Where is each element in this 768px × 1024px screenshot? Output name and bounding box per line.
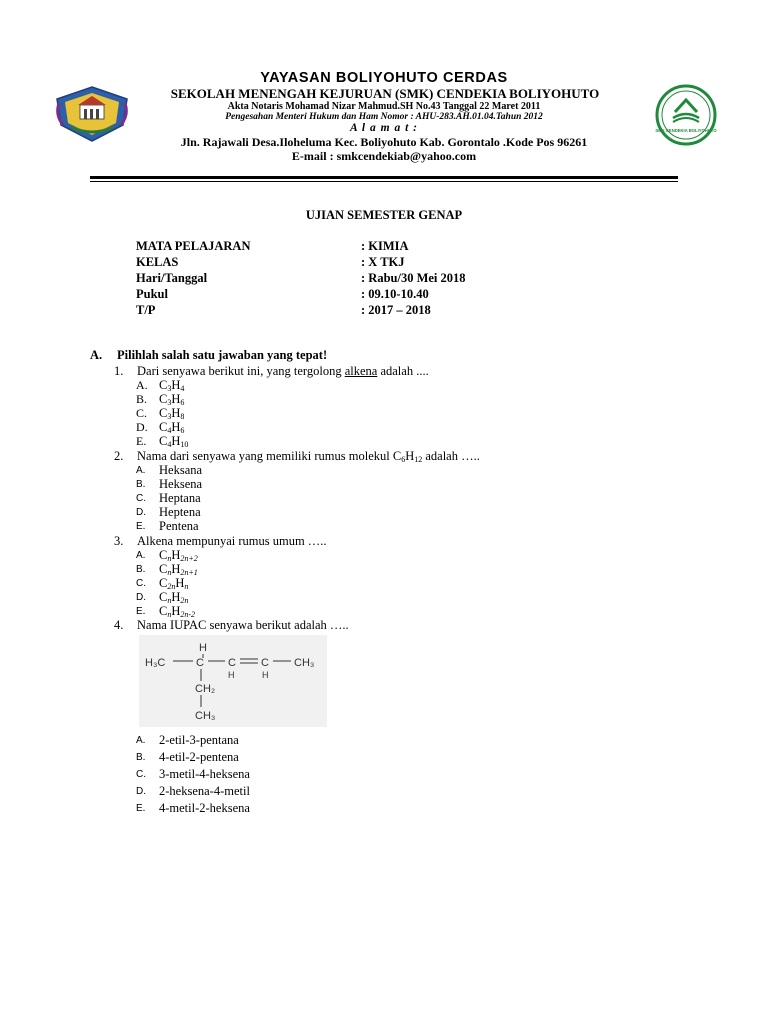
option-text[interactable]: Heksena — [159, 477, 203, 491]
foundation-name: YAYASAN BOLIYOHUTO CERDAS — [260, 70, 508, 86]
option-text[interactable]: Pentena — [159, 519, 199, 533]
branch-ch3: CH₃ — [195, 710, 216, 722]
question-number: 1. — [114, 364, 124, 378]
option-letter: B. — [136, 564, 146, 575]
school-name: SEKOLAH MENENGAH KEJURUAN (SMK) CENDEKIA BOLIYOHUTO — [170, 86, 600, 101]
option-letter: A. — [136, 465, 146, 476]
option-letter: E. — [136, 434, 147, 448]
question-number: 3. — [114, 534, 124, 548]
meta-label-subject: MATA PELAJARAN — [136, 239, 251, 253]
option-letter: A. — [136, 550, 146, 561]
h-under-c2: H — [228, 670, 235, 680]
header-rule-thin — [90, 181, 678, 182]
option-letter: E. — [136, 606, 146, 617]
section-letter: A. — [90, 348, 103, 362]
underlined-term: alkena — [344, 364, 378, 378]
option-text[interactable]: Heptena — [159, 505, 201, 519]
atom-c1: C — [196, 657, 204, 669]
atom-h3c: H₃C — [145, 657, 166, 669]
option-formula[interactable]: $C_nH_{2n-2}$ — [159, 604, 196, 619]
option-letter: C. — [136, 769, 146, 780]
option-letter: D. — [136, 592, 146, 603]
exam-title: UJIAN SEMESTER GENAP — [305, 208, 463, 222]
option-letter: A. — [136, 378, 148, 392]
structural-formula — [139, 635, 327, 727]
top-hydrogen: H — [199, 642, 207, 654]
option-formula[interactable]: $C_nH_{2n+1}$ — [159, 562, 198, 577]
ministry-ratification: Pengesahan Menteri Hukum dan Ham Nomor : AHU-283.AH.01.04.Tahun 2012 — [225, 112, 543, 122]
option-text[interactable]: 2-etil-3-pentana — [159, 733, 239, 747]
option-letter: D. — [136, 507, 146, 518]
atom-ch3-end: CH₃ — [294, 657, 315, 669]
option-formula[interactable]: $C_3H_8$ — [159, 406, 185, 421]
option-formula[interactable]: $C_3H_6$ — [159, 392, 185, 407]
option-letter: B. — [136, 752, 146, 763]
option-letter: C. — [136, 578, 146, 589]
option-letter: D. — [136, 420, 148, 434]
school-email: E-mail : smkcendekiab@yahoo.com — [291, 149, 477, 163]
meta-label-time: Pukul — [136, 287, 168, 301]
option-text[interactable]: 2-heksena-4-metil — [159, 784, 250, 798]
meta-label-class: KELAS — [136, 255, 179, 269]
atom-c2: C — [228, 657, 236, 669]
option-formula[interactable]: $C_4H_{10}$ — [159, 434, 189, 449]
option-letter: C. — [136, 406, 148, 420]
question-number: 4. — [114, 618, 124, 632]
option-formula[interactable]: $C_3H_4$ — [159, 378, 185, 393]
atom-c3: C — [261, 657, 269, 669]
school-address: Jln. Rajawali Desa.Iloheluma Kec. Boliyohuto Kab. Gorontalo .Kode Pos 96261 — [180, 135, 588, 149]
question-text: Nama dari senyawa yang memiliki rumus molekul $C_6H_{12}$ adalah ….. — [137, 449, 480, 464]
question-text: Dari senyawa berikut ini, yang tergolong alkena adalah .... — [137, 364, 429, 378]
option-letter: A. — [136, 735, 146, 746]
option-formula[interactable]: $C_{2n}H_n$ — [159, 576, 189, 591]
question-text: Nama IUPAC senyawa berikut adalah ….. — [137, 618, 349, 632]
section-instruction: Pilihlah salah satu jawaban yang tepat! — [117, 348, 328, 362]
option-text[interactable]: Heksana — [159, 463, 203, 477]
option-formula[interactable]: $C_nH_{2n}$ — [159, 590, 189, 605]
meta-value-date: : Rabu/30 Mei 2018 — [361, 271, 466, 285]
option-formula[interactable]: $C_nH_{2n+2}$ — [159, 548, 198, 563]
meta-label-year: T/P — [136, 303, 156, 317]
option-text[interactable]: Heptana — [159, 491, 201, 505]
option-letter: C. — [136, 493, 146, 504]
option-formula[interactable]: $C_4H_6$ — [159, 420, 185, 435]
option-letter: E. — [136, 521, 146, 532]
address-label: A l a m a t : — [350, 122, 418, 134]
question-text: Alkena mempunyai rumus umum ….. — [137, 534, 327, 548]
option-text[interactable]: 4-metil-2-heksena — [159, 801, 250, 815]
option-text[interactable]: 4-etil-2-pentena — [159, 750, 239, 764]
option-letter: D. — [136, 786, 146, 797]
option-letter: E. — [136, 803, 146, 814]
option-letter: B. — [136, 392, 148, 406]
meta-label-date: Hari/Tanggal — [136, 271, 208, 285]
meta-value-class: : X TKJ — [361, 255, 405, 269]
meta-value-time: : 09.10-10.40 — [361, 287, 429, 301]
h-under-c3: H — [262, 670, 269, 680]
option-letter: B. — [136, 479, 146, 490]
question-number: 2. — [114, 449, 124, 463]
option-text[interactable]: 3-metil-4-heksena — [159, 767, 250, 781]
meta-value-subject: : KIMIA — [361, 239, 409, 253]
meta-value-year: : 2017 – 2018 — [361, 303, 431, 317]
header-rule-thick — [90, 176, 678, 179]
logo-text: SMK CENDEKIA BOLIYOHUTO — [655, 128, 717, 133]
branch-ch2: CH₂ — [195, 683, 216, 695]
notary-deed: Akta Notaris Mohamad Nizar Mahmud.SH No.43 Tanggal 22 Maret 2011 — [227, 101, 541, 112]
